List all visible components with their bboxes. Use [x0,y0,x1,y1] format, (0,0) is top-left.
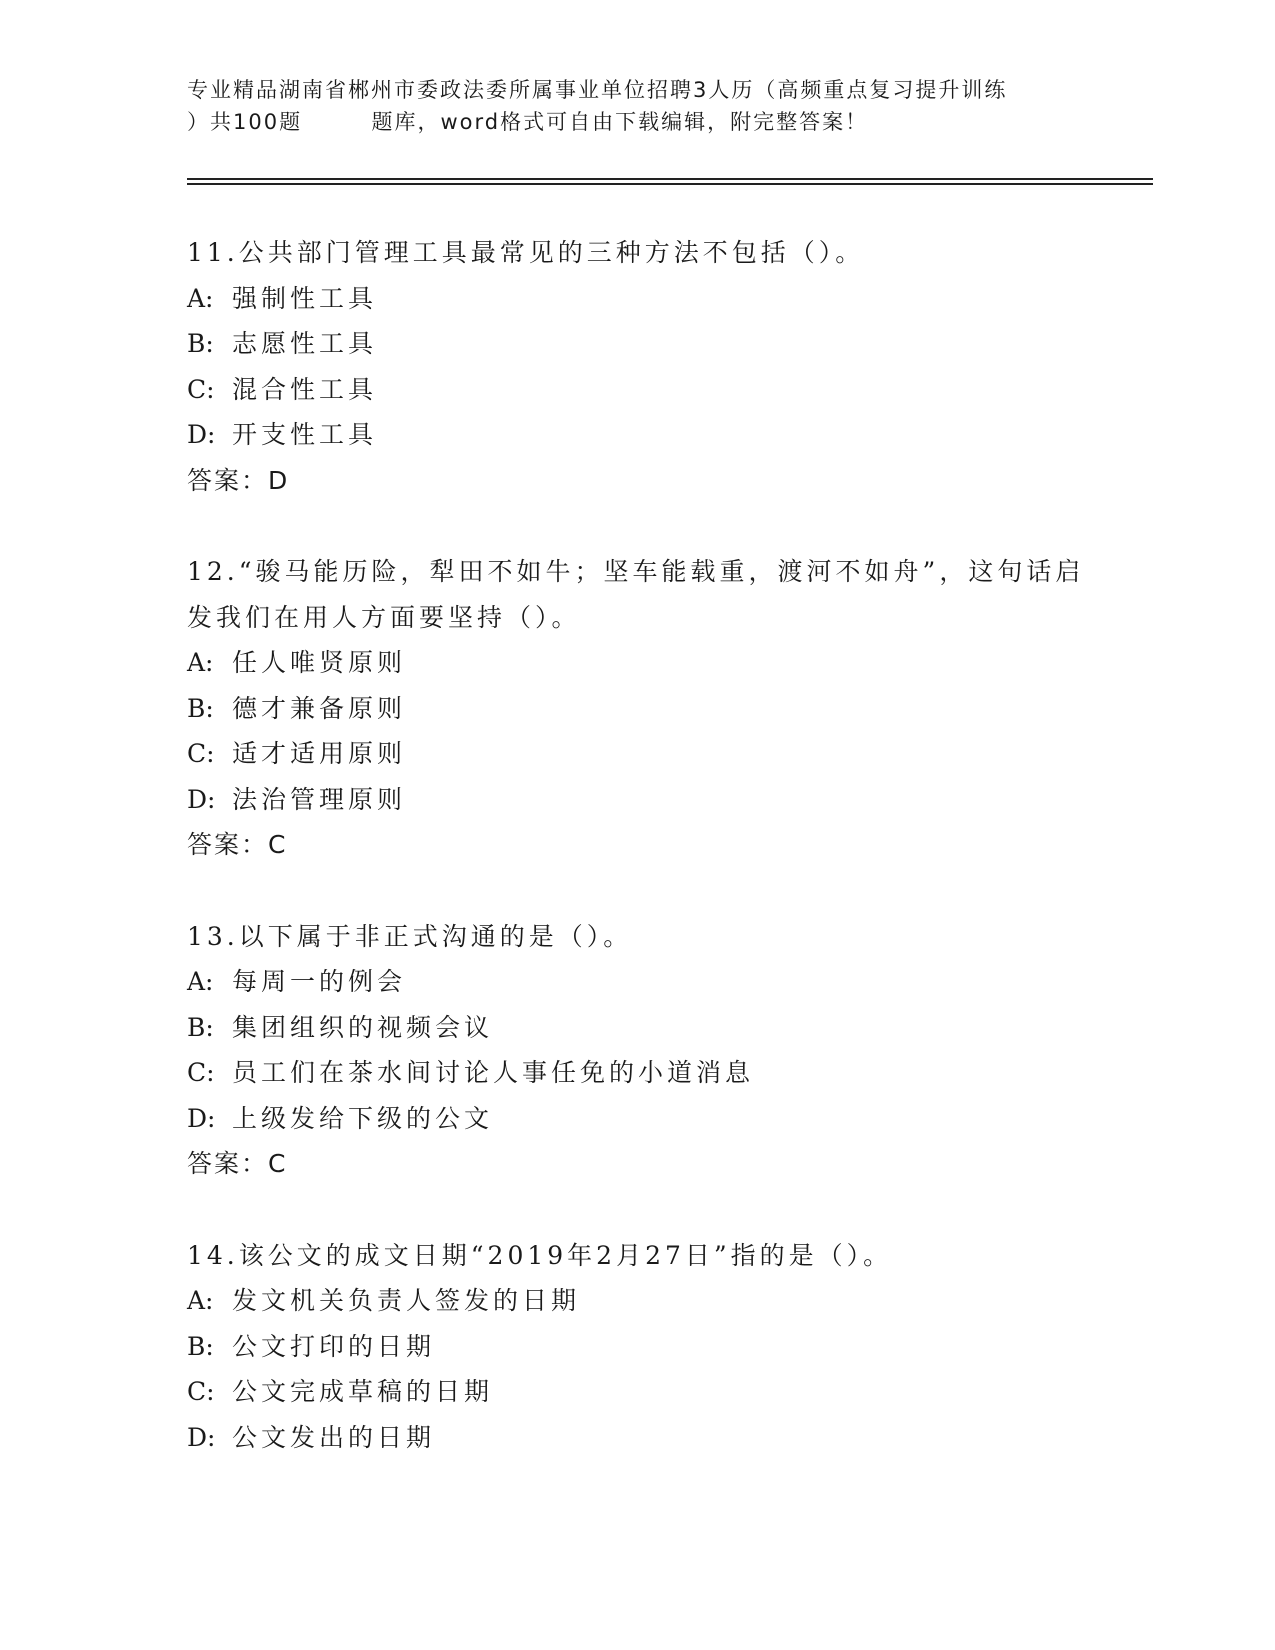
option-a [187,1278,1107,1324]
option-text: 志愿性工具 [232,329,378,358]
option-text: 公文发出的日期 [232,1422,436,1452]
header-line-2: ）共100题 题库，word格式可自由下载编辑，附完整答案！ [187,110,869,134]
question-13 [187,914,1107,1187]
option-key: B: [187,1012,214,1042]
question-stem: 14.该公文的成文日期“2019年2月27日”指的是（）。 [187,1240,893,1270]
option-key: D: [187,1422,216,1452]
option-b [187,1324,1107,1370]
question-11 [187,230,1107,503]
answer-line: 答案：C [187,1149,288,1178]
option-text: 上级发给下级的公文 [232,1103,494,1133]
option-text: 适才适用原则 [232,739,407,768]
option-key: D: [187,784,216,814]
option-key: B: [187,693,214,723]
option-a [187,640,1107,686]
option-text: 任人唯贤原则 [232,648,407,677]
option-key: B: [187,329,214,358]
option-text: 员工们在茶水间讨论人事任免的小道消息 [232,1058,755,1087]
option-text: 每周一的例会 [232,967,407,996]
option-d [187,1415,1107,1461]
question-list [187,230,1107,1506]
option-d [187,412,1107,458]
question-14 [187,1233,1107,1461]
option-key: D: [187,420,216,449]
header-divider-bottom [187,183,1153,185]
question-stem: 12.“骏马能历险，犁田不如牛；坚车能载重，渡河不如舟”，这句话启发我们在用人方面要坚持（）。 [187,557,1085,632]
option-key: A: [187,1286,214,1315]
option-text: 公文完成草稿的日期 [232,1377,494,1406]
option-text: 公文打印的日期 [232,1331,436,1361]
option-d [187,777,1107,823]
option-text: 法治管理原则 [232,784,407,814]
option-b [187,1005,1107,1051]
option-text: 发文机关负责人签发的日期 [232,1286,581,1315]
answer-line: 答案：D [187,465,290,495]
option-b [187,321,1107,367]
option-key: D: [187,1103,216,1133]
document-header [187,74,1107,138]
option-key: C: [187,1058,215,1087]
option-c [187,367,1107,413]
option-c [187,731,1107,777]
option-key: C: [187,374,215,404]
option-key: C: [187,1377,215,1406]
option-text: 德才兼备原则 [232,693,407,723]
header-line-1: 专业精品湖南省郴州市委政法委所属事业单位招聘3人历（高频重点复习提升训练 [187,78,1008,102]
option-b [187,686,1107,732]
option-c [187,1369,1107,1415]
option-text: 集团组织的视频会议 [232,1012,494,1042]
option-key: B: [187,1331,214,1361]
option-a [187,276,1107,322]
option-key: A: [187,283,214,313]
option-a [187,959,1107,1005]
option-c [187,1050,1107,1096]
option-d [187,1096,1107,1142]
option-text: 开支性工具 [232,420,378,449]
header-divider-top [187,178,1153,180]
option-key: A: [187,648,214,677]
answer-line: 答案：C [187,830,288,859]
option-key: C: [187,739,215,768]
question-stem: 13.以下属于非正式沟通的是（）。 [187,921,633,951]
option-key: A: [187,967,214,996]
question-stem: 11.公共部门管理工具最常见的三种方法不包括（）。 [187,238,865,267]
option-text: 混合性工具 [232,374,378,404]
option-text: 强制性工具 [232,283,378,313]
question-12 [187,549,1107,868]
